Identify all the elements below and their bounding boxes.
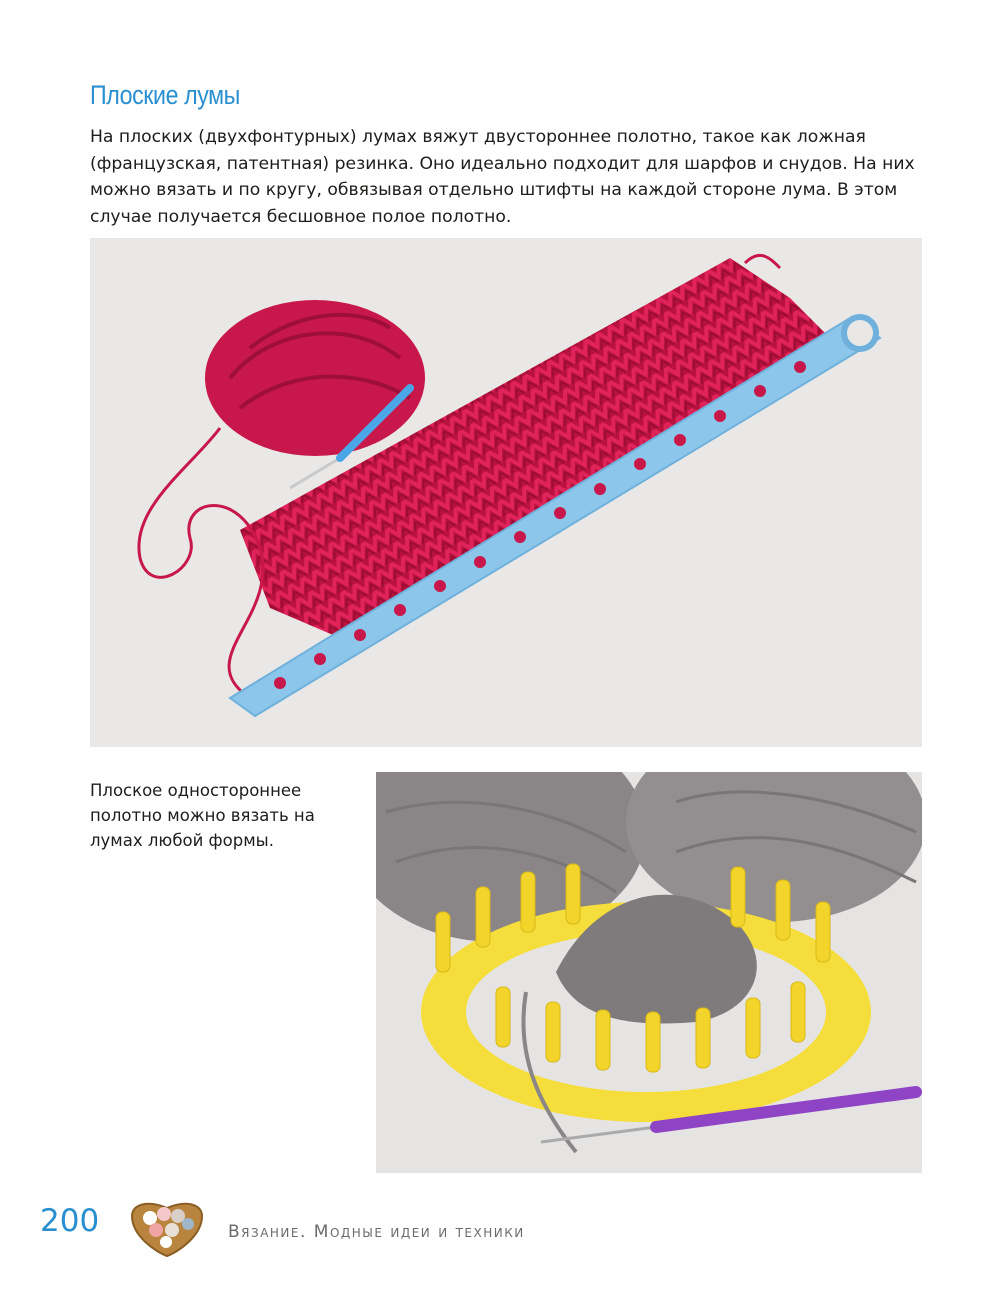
section-title: Плоские лумы: [90, 80, 240, 110]
round-loom-photo: [376, 772, 922, 1173]
flat-loom-photo: [90, 238, 922, 747]
photo-caption: Плоское одностороннее полотно можно вязать на лумах любой формы.: [90, 781, 315, 850]
yarn-basket-icon: [128, 1196, 206, 1258]
intro-paragraph: На плоских (двухфонтурных) лумах вяжут двустороннее полотно, такое как ложная (французская, патентная) резинка. Оно идеально подходит для шарфов и снудов. На них можно вязать и по кругу, обвязывая отдельно штифты на каждой стороне лума. В этом случае получается бесшовное полое полотно.: [90, 127, 915, 227]
page-number: 200: [40, 1203, 100, 1239]
running-title: Вязание. Модные идеи и техники: [228, 1222, 525, 1242]
